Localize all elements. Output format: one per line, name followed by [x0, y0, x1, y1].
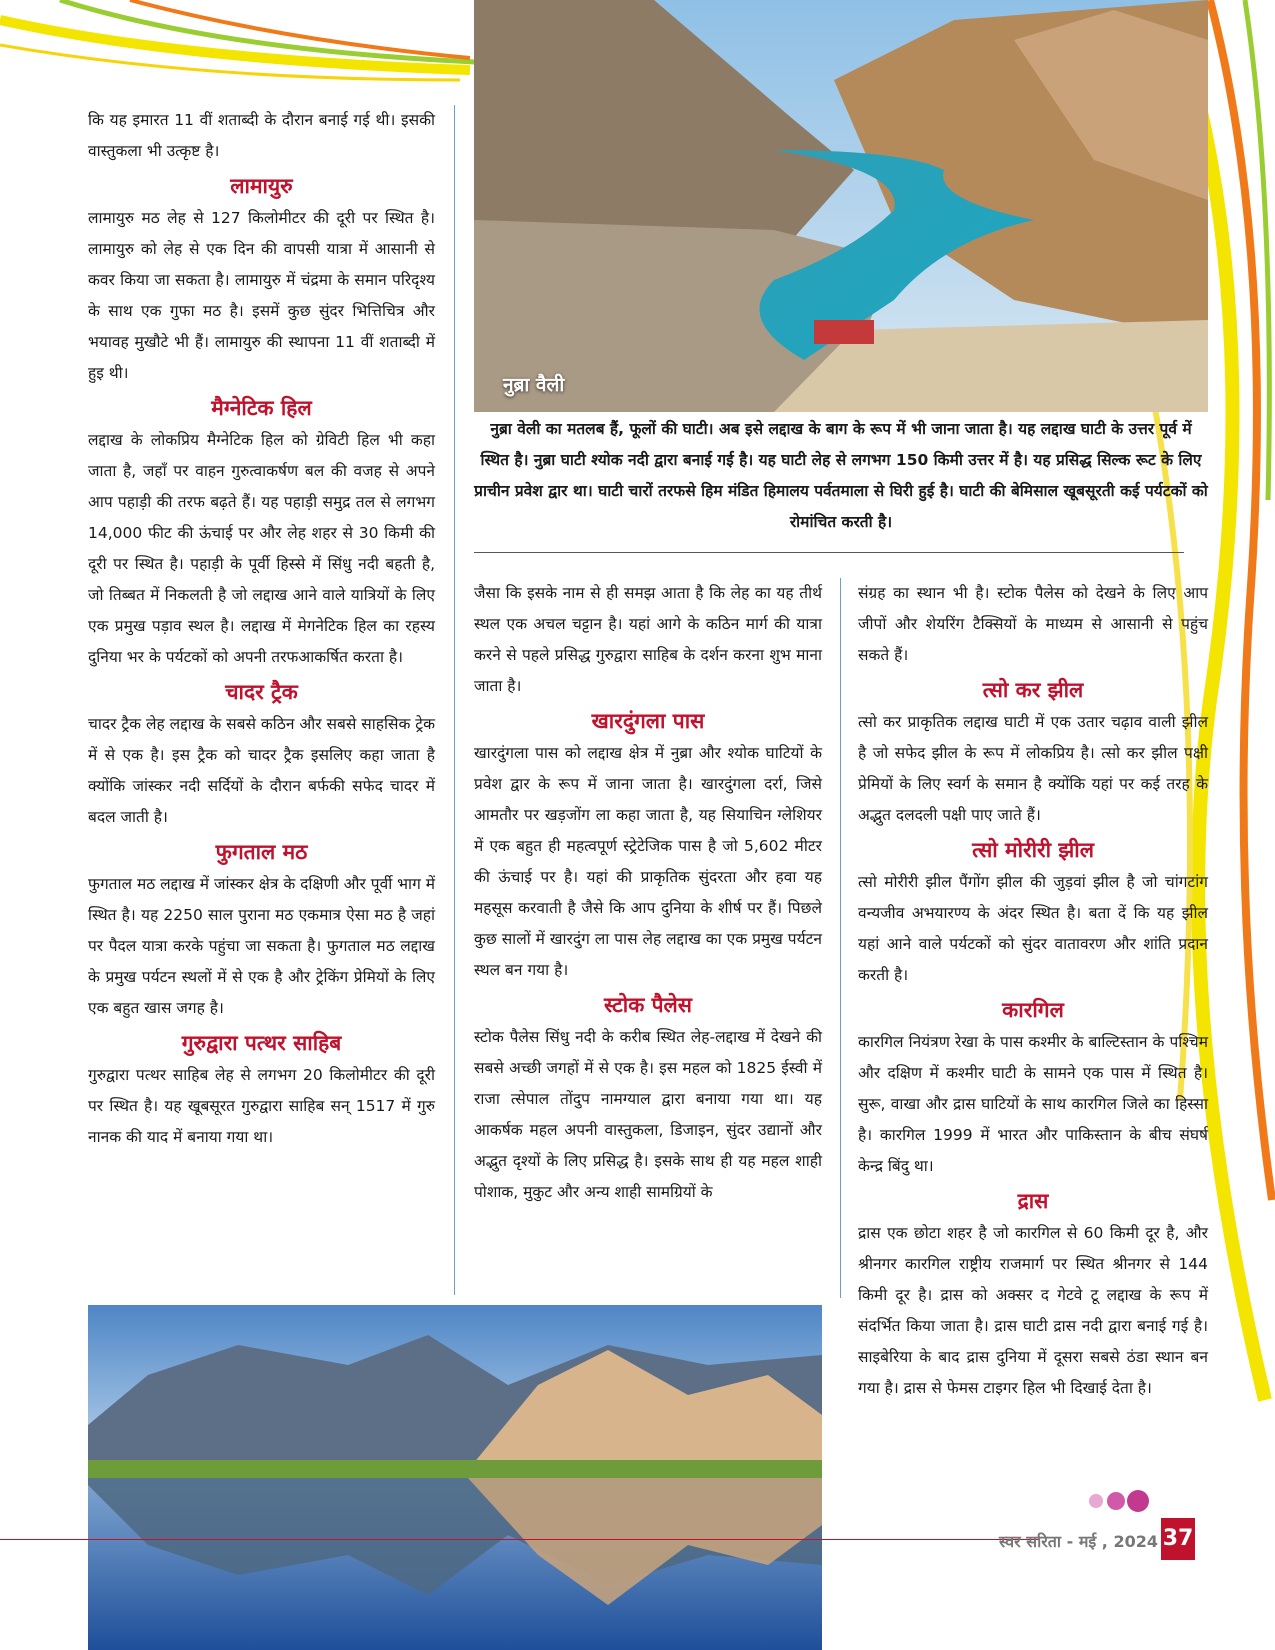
section-text-lamayuru: लामायुरु मठ लेह से 127 किलोमीटर की दूरी पर स्थित है। लामायुरु को लेह से एक दिन की वापसी यात्रा में आसानी से कवर किया जा सकता है। लामायुरु में चंद्रमा के समान परिदृश्य के साथ एक गुफा मठ है। इसमें कुछ सुंदर भित्तिचित्र और भयावह मुखौटे भी हैं। लामायुरु की स्थापना 11 वीं शताब्दी में हुइ थी। [88, 209, 435, 382]
section-heading-dras: द्रास [1017, 1189, 1049, 1213]
section-text-tso-moriri: त्सो मोरीरी झील पैंगोंग झील की जुड़वां झील है जो चांगटांग वन्यजीव अभयारण्य के अंदर स्थित है। बता दें कि यह झील यहां आने वाले पर्यटकों को सुंदर वातावरण और शांति प्रदान करती है। [858, 873, 1208, 984]
section-text-phugtal: फुगताल मठ लद्दाख में जांस्कर क्षेत्र के दक्षिणी और पूर्वी भाग में स्थित है। यह 2250 साल पुराना मठ एकमात्र ऐसा मठ है जहां पर पैदल यात्रा करके पहुंचा जा सकता है। फुगताल मठ लद्दाख के प्रमुख पर्यटन स्थलों में से एक है और ट्रेकिंग प्रेमियों के लिए एक बहुत खास जगह है। [88, 875, 435, 1017]
section-heading-chadar-trek: चादर ट्रैक [225, 680, 298, 704]
section-text-dras: द्रास एक छोटा शहर है जो कारगिल से 60 किमी दूर है, और श्रीनगर कारगिल राष्ट्रीय राजमार्ग पर स्थित श्रीनगर से 144 किमी दूर है। द्रास को अक्सर द गेटवे टू लद्दाख के रूप में संदर्भित किया जाता है। द्रास घाटी द्रास नदी द्वारा बनाई गई है। साइबेरिया के बाद द्रास दुनिया में दूसरा सबसे ठंडा स्थान बन गया है। द्रास से फेमस टाइगर हिल भी दिखाई देता है। [858, 1224, 1208, 1397]
section-text-chadar-trek: चादर ट्रैक लेह लद्दाख के सबसे कठिन और सबसे साहसिक ट्रेक में से एक है। इस ट्रैक को चादर ट्रैक इसलिए कहा जाता है क्योंकि जांस्कर नदी सर्दियों के दौरान बर्फकी सफेद चादर में बदल जाती है। [88, 715, 435, 826]
column-1 [88, 105, 435, 1153]
section-text-stok-palace: स्टोक पैलेस सिंधु नदी के करीब स्थित लेह-लद्दाख में देखने की सबसे अच्छी जगहों में से एक है। इस महल को 1825 ईस्वी में राजा त्सेपाल तोंदुप नामग्याल द्वारा बनाया गया था। यह आकर्षक महल अपनी वास्तुकला, डिजाइन, सुंदर उद्यानों और अद्भुत दृश्यों के लिए प्रसिद्ध है। इसके साथ ही यह महल शाही पोशाक, मुकुट और अन्य शाही सामग्रियों के [474, 1028, 822, 1201]
photo-caption: नुब्रा वेली का मतलब हैं, फूलों की घाटी। अब इसे लद्दाख के बाग के रूप में भी जाना जाता है। यह लद्दाख घाटी के उत्तर पूर्व में स्थित है। नुब्रा घाटी श्योक नदी द्वारा बनाई गई है। यह घाटी लेह से लगभग 150 किमी उत्तर में है। यह प्रसिद्ध सिल्क रूट के लिए प्राचीन प्रवेश द्वार था। घाटी चारों तरफसे हिम मंडित हिमालय पर्वतमाला से घिरी हुई है। घाटी की बेमिसाल खूबसूरती कई पर्यटकों को रोमांचित करती है। [474, 420, 1208, 531]
section-heading-khardungla: खारदुंगला पास [591, 709, 705, 733]
magazine-footer: स्वर सरिता - मई , 2024 [999, 1532, 1158, 1551]
section-heading-kargil: कारगिल [1002, 998, 1064, 1022]
column-divider-1 [454, 105, 455, 1295]
nubra-valley-photo [474, 0, 1208, 412]
section-heading-magnetic-hill: मैग्नेटिक हिल [211, 396, 312, 420]
decorative-swoosh-top-left [0, 0, 480, 110]
section-heading-tso-kar: त्सो कर झील [982, 678, 1084, 702]
column-3 [858, 578, 1208, 1404]
section-heading-stok-palace: स्टोक पैलेस [604, 993, 692, 1017]
section-text-khardungla: खारदुंगला पास को लद्दाख क्षेत्र में नुब्रा और श्योक घाटियों के प्रवेश द्वार के रूप में जाना जाता है। खारदुंगला दर्रा, जिसे आमतौर पर खड़जोंग ला कहा जाता है, यह सियाचिन ग्लेशियर में एक बहुत ही महत्वपूर्ण स्ट्रेटेजिक पास है जो 5,602 मीटर की ऊंचाई पर है। यहां की प्राकृतिक सुंदरता और हवा यह महसूस करवाती है जैसे कि आप दुनिया के शीर्ष पर हैं। पिछले कुछ सालों में खारदुंग ला पास लेह लद्दाख का एक प्रमुख पर्यटन स्थल बन गया है। [474, 744, 822, 979]
intro-text: कि यह इमारत 11 वीं शताब्दी के दौरान बनाई गई थी। इसकी वास्तुकला भी उत्कृष्ट है। [88, 111, 435, 160]
column-2 [474, 578, 822, 1208]
section-heading-phugtal: फुगताल मठ [215, 840, 308, 864]
section-text-kargil: कारगिल नियंत्रण रेखा के पास कश्मीर के बाल्टिस्तान के पश्चिम और दक्षिण में कश्मीर घाटी के सामने एक पास में स्थित है। सुरू, वाखा और द्रास घाटियों के साथ कारगिल जिले का हिस्सा है। कारगिल 1999 में भारत और पाकिस्तान के बीच संघर्ष केन्द्र बिंदु था। [858, 1033, 1208, 1175]
caption-rule [474, 552, 1184, 553]
decorative-dots [1086, 1488, 1176, 1514]
column-divider-2 [840, 578, 841, 1298]
section-heading-gurudwara: गुरुद्वारा पत्थर साहिब [181, 1031, 342, 1055]
section-text-gurudwara: गुरुद्वारा पत्थर साहिब लेह से लगभग 20 किलोमीटर की दूरी पर स्थित है। यह खूबसूरत गुरुद्वारा साहिब सन् 1517 में गुरु नानक की याद में बनाया गया था। [88, 1066, 435, 1146]
section-text-tso-kar: त्सो कर प्राकृतिक लद्दाख घाटी में एक उतार चढ़ाव वाली झील है जो सफेद झील के रूप में लोकप्रिय है। त्सो कर झील पक्षी प्रेमियों के लिए स्वर्ग के समान है क्योंकि यहां पर कई तरह के अद्भुत दलदली पक्षी पाए जाते हैं। [858, 713, 1208, 824]
footer-rule [0, 1539, 1040, 1540]
section-text-magnetic-hill: लद्दाख के लोकप्रिय मैग्नेटिक हिल को ग्रेविटी हिल भी कहा जाता है, जहाँ पर वाहन गुरुत्वाकर्षण बल की वजह से अपने आप पहाड़ी की तरफ बढ़ते हैं। यह पहाड़ी समुद्र तल से लगभग 14,000 फीट की ऊंचाई पर और लेह शहर से 30 किमी की दूरी पर स्थित है। पहाड़ी के पूर्वी हिस्से में सिंधु नदी बहती है, जो तिब्बत में निकलती है जो लद्दाख आने वाले यात्रियों के लिए एक प्रमुख पड़ाव स्थल है। लद्दाख में मेगनेटिक हिल का रहस्य दुनिया भर के पर्यटकों को अपनी तरफआकर्षित करता है। [88, 431, 435, 666]
page-number: 37 [1161, 1518, 1195, 1560]
section-heading-lamayuru: लामायुरु [230, 174, 293, 198]
intro-text: संग्रह का स्थान भी है। स्टोक पैलेस को देखने के लिए आप जीपों और शेयरिंग टैक्सियों के माध्यम से आसानी से पहुंच सकते हैं। [858, 584, 1208, 664]
section-heading-tso-moriri: त्सो मोरीरी झील [972, 838, 1094, 862]
photo-label: नुब्रा वैली [503, 374, 565, 396]
lake-reflection-photo [88, 1305, 822, 1650]
intro-text: जैसा कि इसके नाम से ही समझ आता है कि लेह का यह तीर्थ स्थल एक अचल चट्टान है। यहां आगे के कठिन मार्ग की यात्रा करने से पहले प्रसिद्ध गुरुद्वारा साहिब के दर्शन करना शुभ माना जाता है। [474, 584, 822, 695]
